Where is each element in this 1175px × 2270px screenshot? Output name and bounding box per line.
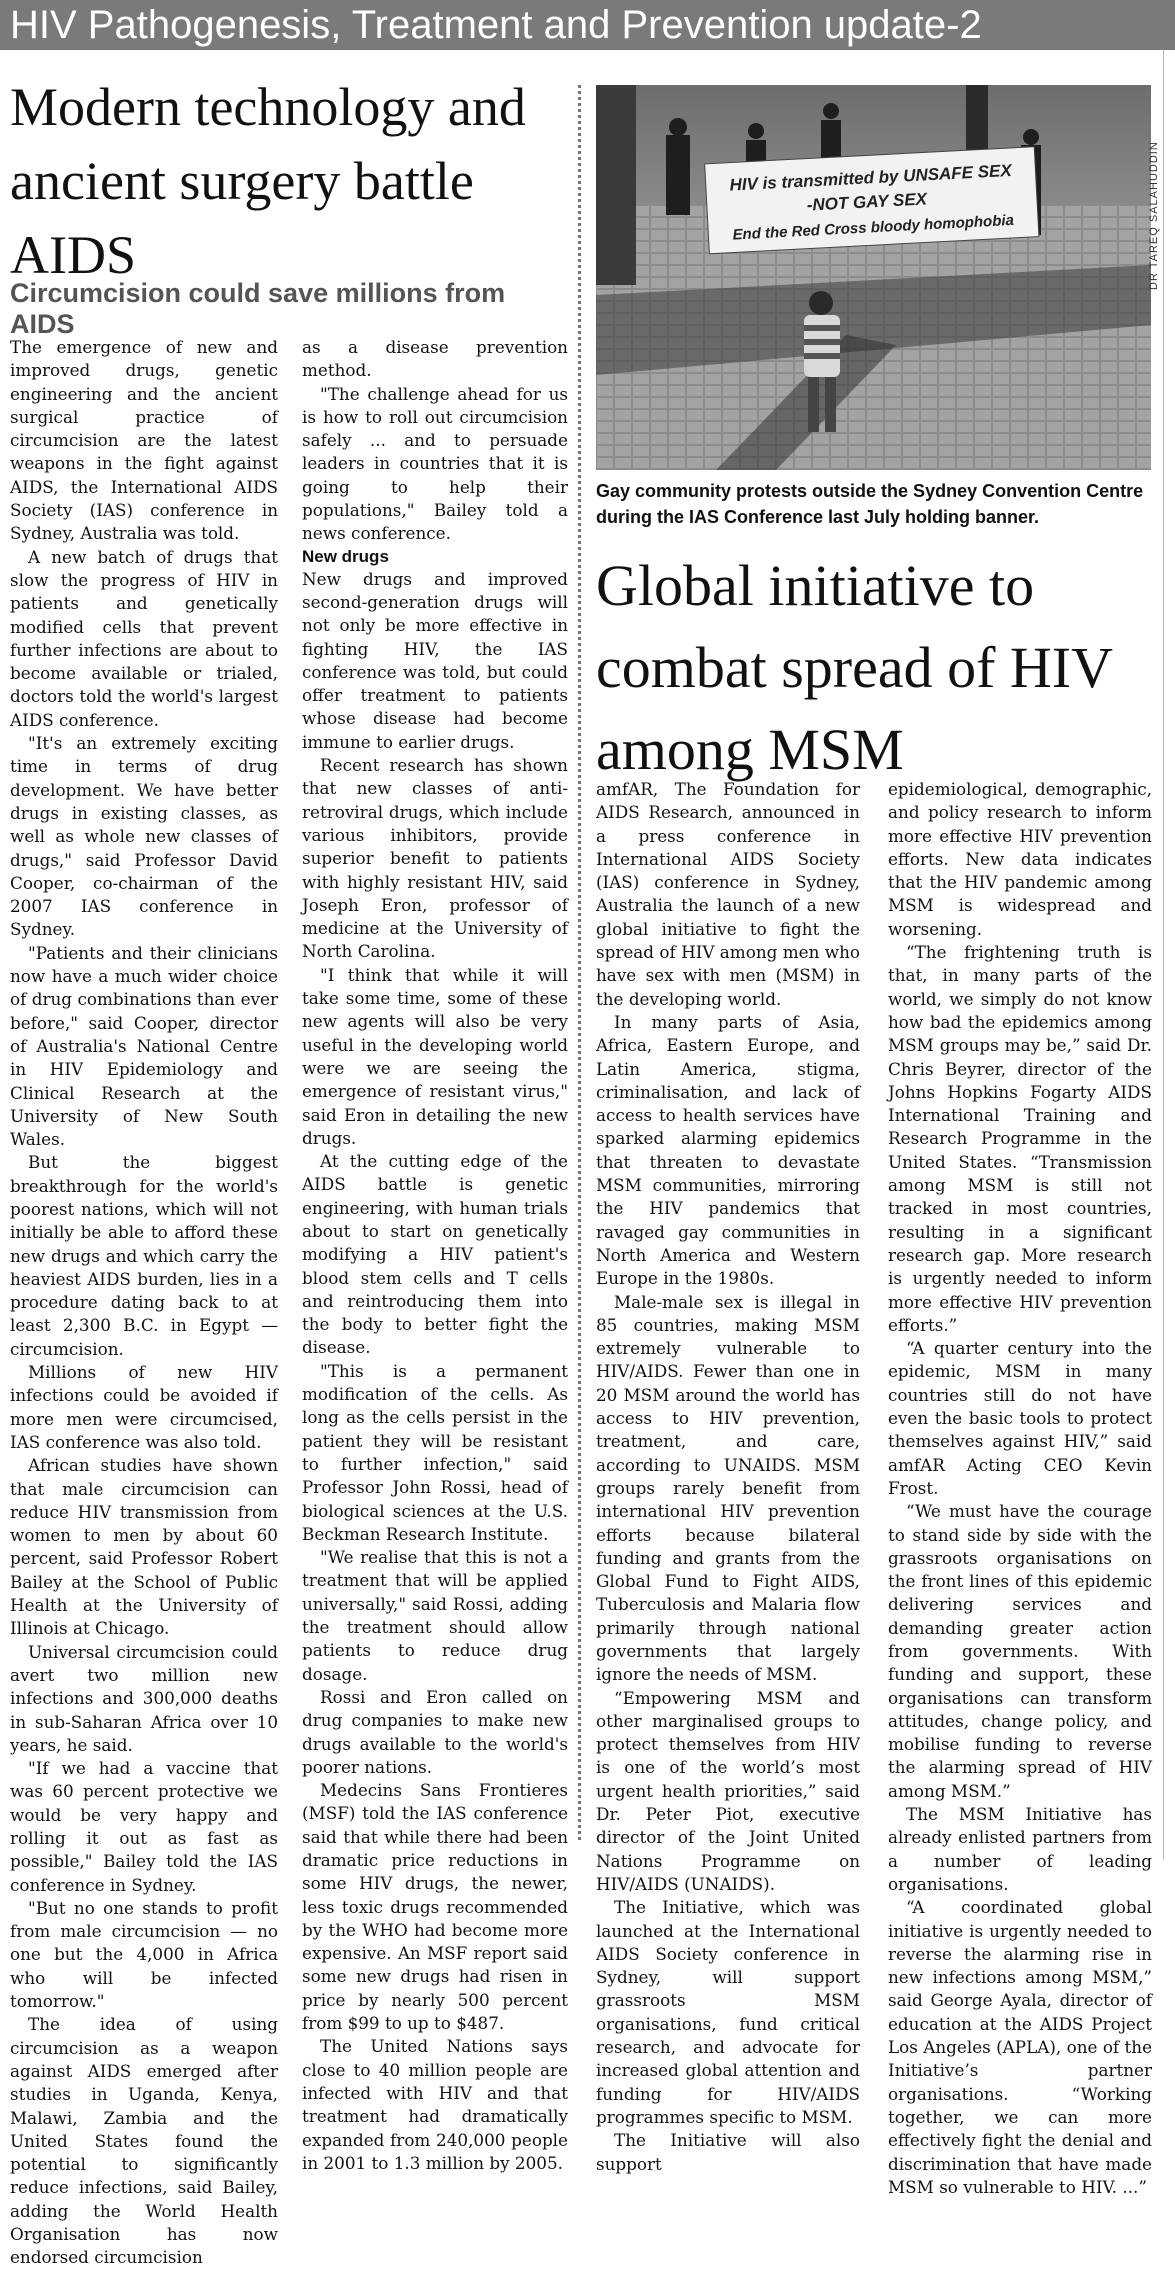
paragraph: "Patients and their clinicians now have a much wider choice of drug combinations than ever before," said Cooper, director of Australia's National Centre in HIV Epidemiology and Clinical Research at the University of New South Wales.	[10, 942, 278, 1150]
paragraph: "I think that while it will take some time, some of these new agents will also be very useful in the developing world were we are seeing the emergence of resistant virus," said Eron in detailing the new drugs.	[302, 964, 568, 1148]
paragraph: “A coordinated global initiative is urgently needed to reverse the alarming rise in new infections among MSM,” said George Ayala, director of education at the AIDS Project Los Angeles (APLA), one of the Initiative’s partner organisations. “Working together, we can more effectively fight the denial and discrimination that have made MSM so vulnerable to HIV. ...”	[888, 1897, 1152, 2197]
paragraph: "But no one stands to profit from male circumcision — no one but the 4,000 in Africa who will be infected tomorrow."	[10, 1897, 278, 2012]
protest-photo-illustration	[596, 85, 1151, 470]
paragraph: Universal circumcision could avert two million new infections and 300,000 deaths in sub-Saharan Africa over 10 years, he said.	[10, 1641, 278, 1755]
paragraph: The MSM Initiative has already enlisted partners from a number of leading organisations.	[888, 1804, 1152, 1894]
paragraph: But the biggest breakthrough for the world's poorest nations, which will not initially be able to afford these new drugs and which carry the heaviest AIDS burden, lies in a procedure dating back to at least 2,300 B.C. in Egypt — circumcision.	[10, 1152, 278, 1359]
column-divider	[578, 85, 581, 1840]
paragraph: The Initiative will also support	[596, 2130, 860, 2174]
paragraph: The United Nations says close to 40 million people are infected with HIV and that treatment had dramatically expanded from 240,000 people in 2001 to 1.3 million by 2005.	[302, 2036, 568, 2173]
protest-banner	[705, 147, 1039, 254]
banner-text-line-2: -NOT GAY SEX	[806, 189, 928, 215]
paragraph: "It's an extremely exciting time in terms of drug development. We have better drugs in existing classes, as well as whole new classes of drugs," said Professor David Cooper, co-chairman of the 2007 IAS conference in Sydney.	[10, 733, 278, 940]
paragraph: “Empowering MSM and other marginalised groups to protect themselves from HIV is one of the world’s most urgent health priorities,” said Dr. Peter Piot, executive director of the Joint United Nations Programme on HIV/AIDS (UNAIDS).	[596, 1687, 860, 1894]
paragraph: At the cutting edge of the AIDS battle is genetic engineering, with human trials about to start on genetically modifying a HIV patient's blood stem cells and T cells and reintroducing them into the body to better fight the disease.	[302, 1151, 568, 1358]
paragraph: Rossi and Eron called on drug companies to make new drugs available to the world's poorer nations.	[302, 1686, 568, 1777]
paragraph: “A quarter century into the epidemic, MSM in many countries still do not have even the basic tools to protect themselves against HIV,” said amfAR Acting CEO Kevin Frost.	[888, 1338, 1152, 1498]
page-rule	[1163, 50, 1164, 1860]
paragraph: “We must have the courage to stand side by side with the grassroots organisations on the front lines of this epidemic delivering services and demanding greater action from governments. With funding and support, these organisations can transform attitudes, change policy, and mobilise funding to reverse the alarming spread of HIV among MSM.”	[888, 1501, 1152, 1801]
paragraph: amfAR, The Foundation for AIDS Research, announced in a press conference in International AIDS Society (IAS) conference in Sydney, Australia the launch of a new global initiative to fight the spread of HIV among men who have sex with men (MSM) in the developing world.	[596, 779, 860, 1009]
protest-photo	[596, 85, 1151, 470]
paragraph: "We realise that this is not a treatment that will be applied universally," said Rossi, adding the treatment should allow patients to reduce drug dosage.	[302, 1547, 568, 1684]
paragraph: "If we had a vaccine that was 60 percent protective we would be very happy and rolling it out as fast as possible," Bailey told the IAS conference in Sydney.	[10, 1758, 278, 1895]
paragraph: as a disease prevention method.	[302, 337, 568, 381]
paragraph: The idea of using circumcision as a weapon against AIDS emerged after studies in Uganda, Kenya, Malawi, Zambia and the United States found the potential to significantly reduce infections, said Bailey, adding the World Health Organisation has now endorsed circumcision	[10, 2014, 278, 2268]
paragraph: “The frightening truth is that, in many parts of the world, we simply do not know how bad the epidemics among MSM groups may be,” said Dr. Chris Beyrer, director of the Johns Hopkins Fogarty AIDS International Training and Research Programme in the United States. “Transmission among MSM is still not tracked in most countries, resulting in a significant research gap. More research is urgently needed to inform more effective HIV prevention efforts.”	[888, 942, 1152, 1335]
banner-text-line-1: HIV is transmitted by UNSAFE SEX	[729, 160, 1013, 195]
article1-deck: Circumcision could save millions from AIDS	[10, 278, 506, 339]
paragraph: Medecins Sans Frontieres (MSF) told the IAS conference said that while there had been dramatic price reductions in some HIV drugs, the newer, less toxic drugs recommended by the WHO had become more expensive. An MSF report said some new drugs had risen in price by nearly 500 percent from $99 to up to $487.	[302, 1780, 568, 2034]
paragraph: epidemiological, demographic, and policy research to inform more effective HIV prevention efforts. New data indicates that the HIV pandemic among MSM is widespread and worsening.	[888, 779, 1152, 939]
section-banner: HIV Pathogenesis, Treatment and Prevention update-2	[0, 0, 1175, 50]
paragraph: In many parts of Asia, Africa, Eastern Europe, and Latin America, stigma, criminalisation, and lack of access to health services have sparked alarming epidemics that threaten to devastate MSM communities, mirroring the HIV pandemics that ravaged gay communities in North America and Western Europe in the 1980s.	[596, 1011, 860, 1289]
article1-headline: Modern technology and ancient surgery battle AIDS	[10, 77, 526, 285]
paragraph: The emergence of new and improved drugs, genetic engineering and the ancient surgical practice of circumcision are the latest weapons in the fight against AIDS, the International AIDS Society (IAS) conference in Sydney, Australia was told.	[10, 337, 278, 544]
paragraph: A new batch of drugs that slow the progress of HIV in patients and genetically modified cells that prevent further infections are about to become available or trialed, doctors told the world's largest AIDS conference.	[10, 546, 278, 730]
paragraph: "This is a permanent modification of the cells. As long as the cells persist in the patient they will be resistant to further infection," said Professor John Rossi, head of biological sciences at the U.S. Beckman Research Institute.	[302, 1360, 568, 1544]
article2-column-1	[596, 778, 860, 2176]
paragraph: African studies have shown that male circumcision can reduce HIV transmission from women to men by about 60 percent, said Professor Robert Bailey at the School of Public Health at the University of Illinois at Chicago.	[10, 1455, 278, 1639]
paragraph: New drugs and improved second-generation drugs will not only be more effective in fighting HIV, the IAS conference was told, but could offer treatment to patients whose disease had become immune to earlier drugs.	[302, 568, 568, 752]
article2-column-2	[888, 778, 1152, 2199]
banner-text-line-3: End the Red Cross bloody homophobia	[732, 211, 1015, 244]
paragraph: Male-male sex is illegal in 85 countries, making MSM extremely vulnerable to HIV/AIDS. Fewer than one in 20 MSM around the world has access to HIV prevention, treatment, and care, according to UNAIDS. MSM groups rarely benefit from international HIV prevention efforts because bilateral funding and grants from the Global Fund to Fight AIDS, Tuberculosis and Malaria flow primarily through national governments that largely ignore the needs of MSM.	[596, 1291, 860, 1685]
photo-caption: Gay community protests outside the Sydney Convention Centre during the IAS Conference last July holding banner.	[596, 481, 1144, 527]
article1-column-1	[10, 336, 278, 2270]
article2-headline: Global initiative to combat spread of HIV among MSM	[596, 553, 1112, 782]
paragraph: Millions of new HIV infections could be avoided if more men were circumcised, IAS conference was also told.	[10, 1362, 278, 1452]
photo-credit: DR TAREQ SALAHUDDIN	[1148, 141, 1160, 290]
paragraph: Recent research has shown that new classes of anti-retroviral drugs, which include various inhibitors, provide superior benefit to patients with highly resistant HIV, said Joseph Eron, professor of medicine at the University of North Carolina.	[302, 755, 568, 962]
paragraph: "The challenge ahead for us is how to roll out circumcision safely ... and to persuade leaders in countries that it is going to help their populations," Bailey told a news conference.	[302, 383, 568, 544]
paragraph: The Initiative, which was launched at the International AIDS Society conference in Sydney, will support grassroots MSM organisations, fund critical research, and advocate for increased global attention and funding for HIV/AIDS programmes specific to MSM.	[596, 1897, 860, 2127]
subhead-new-drugs: New drugs	[302, 546, 389, 566]
article1-column-2	[302, 336, 568, 2175]
